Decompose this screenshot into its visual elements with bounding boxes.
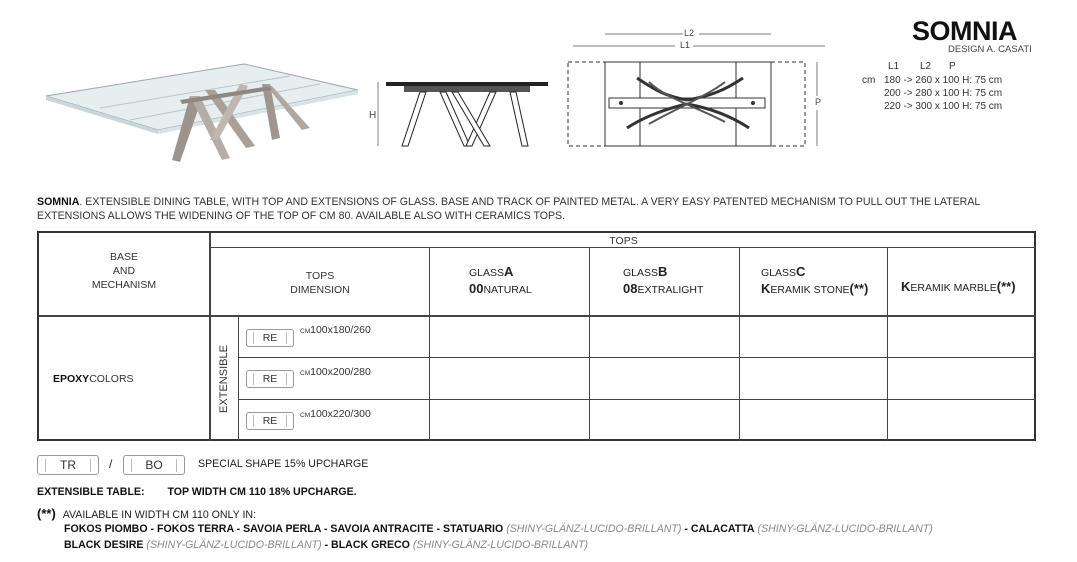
dim-row-text: 200 -> 280 x 100 H: 75 cm bbox=[884, 88, 1003, 99]
row-code: RE bbox=[246, 329, 294, 347]
description-text: . EXTENSIBLE DINING TABLE, WITH TOP AND EXTENSIONS OF GLASS. BASE AND TRACK OF PAINTED METAL. A VERY EASY PATENTED MECHANISM TO PULL OUT THE LATERAL EXTENSIONS ALLOWS THE WIDENING OF THE TOP OF CM 80. AVAILABLE ALSO WITH CERAMICS TOPS. bbox=[37, 196, 980, 222]
table-render-image bbox=[40, 50, 370, 180]
shape-tr-badge: TR bbox=[37, 455, 99, 475]
top-l1-label: L1 bbox=[680, 40, 691, 50]
product-description bbox=[37, 195, 1037, 223]
dim-row bbox=[862, 101, 1002, 112]
col-code: K bbox=[901, 279, 911, 294]
top-l2-label: L2 bbox=[684, 28, 695, 38]
col-code: 08 bbox=[623, 281, 638, 296]
designer-credit: DESIGN A. CASATI bbox=[948, 44, 1032, 55]
finish-names: - BLACK GRECO bbox=[321, 539, 410, 551]
base-label-rest: COLORS bbox=[89, 373, 134, 385]
finish-list-line-2 bbox=[64, 539, 588, 551]
finish-names: FOKOS PIOMBO - FOKOS TERRA - SAVOIA PERLA - SAVOIA ANTRACITE - STATUARIO bbox=[64, 523, 504, 535]
tops-dimension-header bbox=[211, 269, 429, 297]
col-header-glass-a bbox=[469, 264, 532, 298]
finish-variant: (SHINY-GLÄNZ-LUCIDO-BRILLANT) bbox=[412, 539, 589, 551]
special-shape-note: SPECIAL SHAPE 15% UPCHARGE bbox=[198, 458, 369, 470]
dim-header-p: P bbox=[949, 61, 956, 72]
dim-row-text: 220 -> 300 x 100 H: 75 cm bbox=[884, 101, 1003, 112]
row-unit: CM bbox=[300, 412, 311, 419]
row-dim: 100x180/260 bbox=[310, 324, 371, 336]
dim-row bbox=[862, 75, 1002, 86]
col-name: ERAMIK MARBLE bbox=[910, 282, 997, 294]
col-mark: (**) bbox=[996, 279, 1016, 294]
col-header-glass-b bbox=[623, 264, 703, 298]
extensible-label: EXTENSIBLE TABLE: bbox=[37, 486, 145, 498]
col-header-glass-c bbox=[761, 264, 868, 298]
tops-dimension-line: DIMENSION bbox=[290, 284, 350, 296]
description-name: SOMNIA bbox=[37, 196, 80, 208]
side-view-drawing bbox=[360, 70, 560, 160]
note-mark: (**) bbox=[37, 506, 56, 521]
side-h-label: H bbox=[369, 110, 377, 121]
top-view-drawing bbox=[565, 30, 835, 150]
finish-variant: (SHINY-GLÄNZ-LUCIDO-BRILLANT) bbox=[506, 523, 682, 535]
row-dimension bbox=[300, 366, 371, 378]
availability-note bbox=[37, 506, 256, 521]
col-code: K bbox=[761, 281, 771, 296]
col-prefix: GLASS bbox=[623, 267, 659, 279]
base-header-line: MECHANISM bbox=[91, 279, 157, 291]
finish-variant: (SHINY-GLÄNZ-LUCIDO-BRILLANT) bbox=[757, 523, 933, 535]
base-header bbox=[39, 250, 209, 292]
col-letter: B bbox=[658, 264, 668, 279]
finish-variant: (SHINY-GLÄNZ-LUCIDO-BRILLANT) bbox=[146, 539, 322, 551]
col-name: NATURAL bbox=[483, 284, 532, 296]
row-code: RE bbox=[246, 412, 294, 430]
row-unit: CM bbox=[300, 328, 311, 335]
base-header-line: AND bbox=[112, 265, 136, 277]
finish-names: BLACK DESIRE bbox=[64, 539, 144, 551]
finish-names: - CALACATTA bbox=[681, 523, 755, 535]
base-header-line: BASE bbox=[109, 251, 138, 263]
shape-bo-badge: BO bbox=[123, 455, 185, 475]
finish-list-line-1 bbox=[64, 523, 933, 535]
col-prefix: GLASS bbox=[761, 267, 797, 279]
row-code: RE bbox=[246, 370, 294, 388]
row-dim: 100x220/300 bbox=[310, 408, 371, 420]
col-letter: C bbox=[796, 264, 806, 279]
extensible-text: TOP WIDTH CM 110 18% UPCHARGE. bbox=[167, 486, 357, 498]
col-name: ERAMIK STONE bbox=[770, 284, 850, 296]
row-dimension bbox=[300, 408, 371, 420]
col-code: 00 bbox=[469, 281, 484, 296]
extensible-note bbox=[37, 486, 357, 498]
col-letter: A bbox=[504, 264, 514, 279]
col-prefix: GLASS bbox=[469, 267, 505, 279]
col-mark: (**) bbox=[849, 281, 869, 296]
note-text: AVAILABLE IN WIDTH CM 110 ONLY IN: bbox=[62, 509, 257, 521]
dim-row bbox=[862, 88, 1002, 99]
row-unit: CM bbox=[300, 370, 311, 377]
dim-unit: cm bbox=[862, 75, 876, 86]
tops-header: TOPS bbox=[609, 235, 638, 247]
group-label-extensible: EXTENSIBLE bbox=[218, 345, 230, 413]
col-header-keramik-marble bbox=[901, 279, 1016, 296]
price-table bbox=[37, 231, 1036, 441]
tops-dimension-line: TOPS bbox=[305, 270, 335, 282]
dim-header-l1: L1 bbox=[888, 61, 900, 72]
product-title: SOMNIA bbox=[912, 16, 1017, 46]
base-label-bold: EPOXY bbox=[53, 373, 90, 385]
row-dim: 100x200/280 bbox=[310, 366, 371, 378]
dim-row-text: 180 -> 260 x 100 H: 75 cm bbox=[884, 75, 1003, 86]
col-name: EXTRALIGHT bbox=[637, 284, 704, 296]
top-p-label: P bbox=[815, 97, 822, 107]
base-label bbox=[53, 372, 134, 386]
row-dimension bbox=[300, 324, 371, 336]
shape-slash: / bbox=[109, 457, 113, 471]
dim-header-l2: L2 bbox=[920, 61, 932, 72]
